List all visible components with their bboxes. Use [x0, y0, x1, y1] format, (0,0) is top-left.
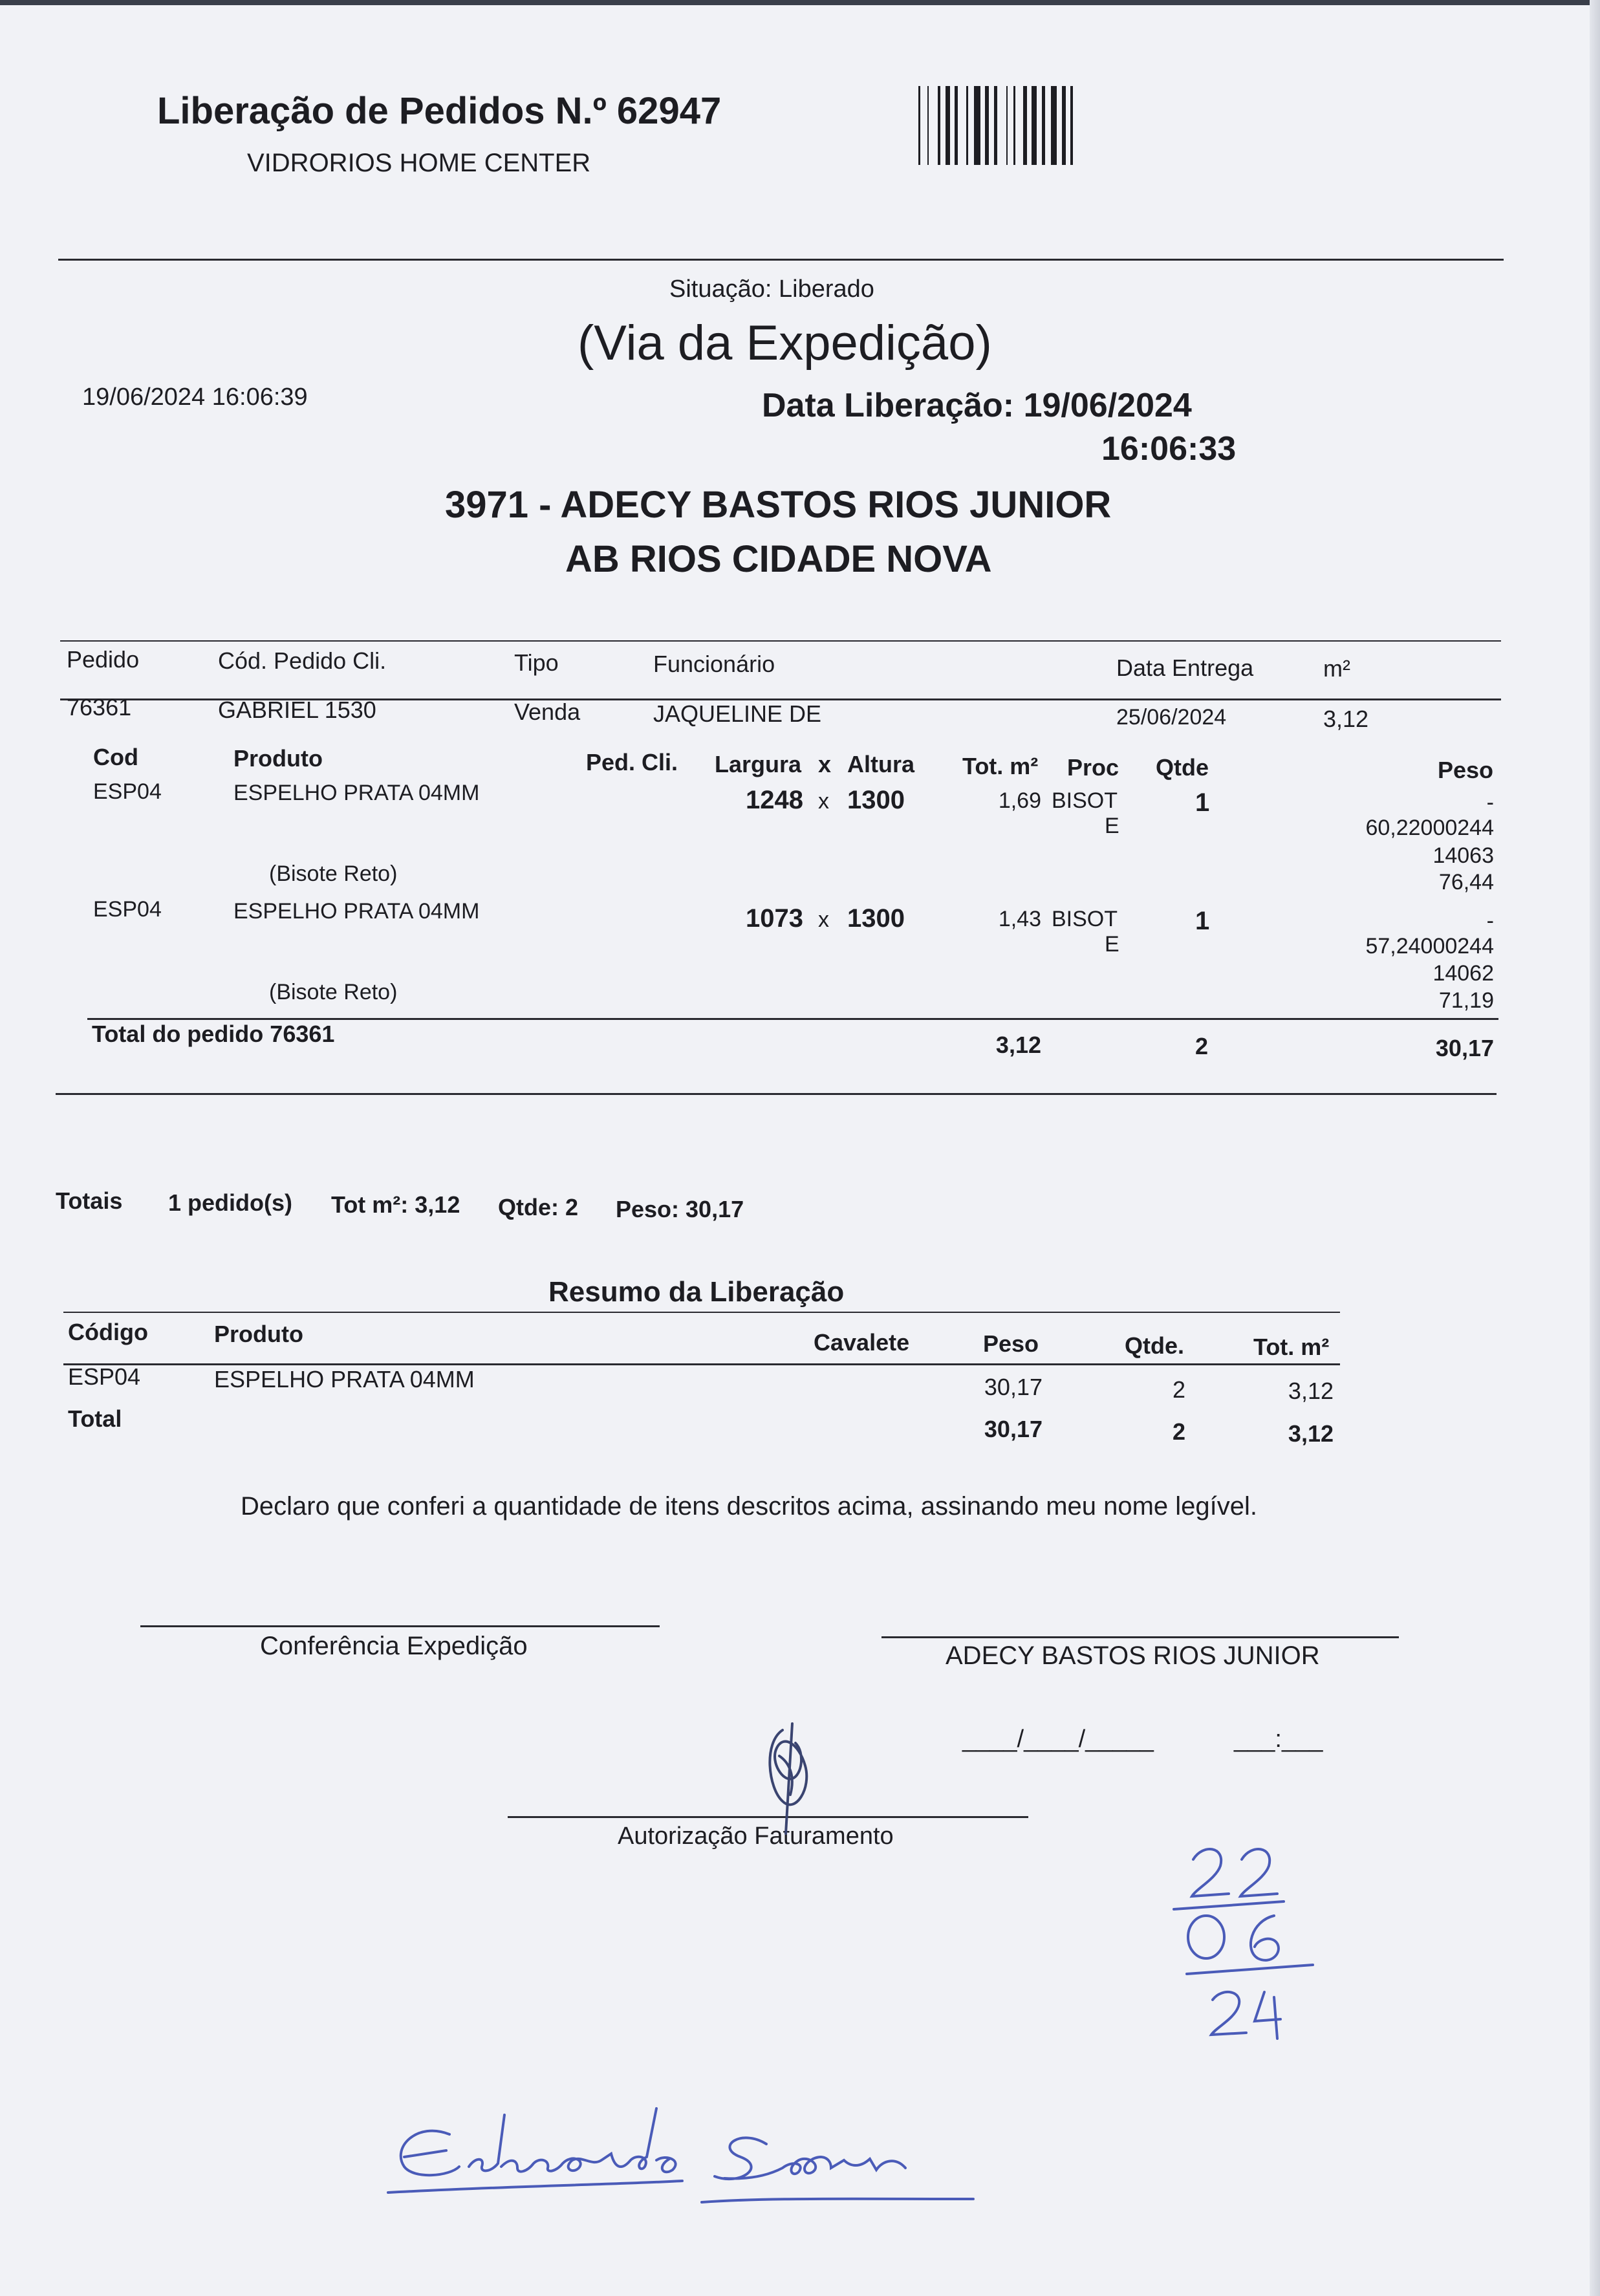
barcode-bar: [927, 86, 929, 165]
barcode: [918, 86, 1173, 165]
order-header-pedido: Pedido: [67, 646, 140, 673]
item-peso-1: 57,24000244: [1365, 934, 1494, 958]
item-x: x: [818, 907, 829, 932]
order-header-m2: m²: [1323, 655, 1350, 682]
document-title: Liberação de Pedidos N.º 62947: [157, 90, 722, 132]
summary-tot-m2: 3,12: [1288, 1378, 1334, 1404]
order-data-entrega: 25/06/2024: [1116, 705, 1227, 730]
summary-total-qtde: 2: [1173, 1418, 1186, 1445]
items-header-cod: Cod: [93, 744, 138, 770]
scan-top-edge: [0, 0, 1600, 5]
print-datetime: 19/06/2024 16:06:39: [82, 384, 308, 411]
item-peso-3: 71,19: [1438, 988, 1494, 1013]
order-tipo: Venda: [514, 699, 581, 725]
item-detail: (Bisote Reto): [269, 980, 398, 1004]
barcode-bar: [966, 86, 968, 165]
item-x: x: [818, 789, 829, 814]
summary-header-qtde: Qtde.: [1125, 1332, 1185, 1359]
items-header-ped-cli: Ped. Cli.: [586, 749, 678, 775]
items-total-tot-m2: 3,12: [995, 1032, 1041, 1058]
summary-header-produto: Produto: [214, 1321, 303, 1347]
totals-tot-m2: Tot m²: 3,12: [331, 1191, 460, 1218]
items-total-peso: 30,17: [1435, 1035, 1494, 1061]
item-tot-m2: 1,69: [998, 788, 1041, 813]
item-detail: (Bisote Reto): [269, 861, 398, 886]
order-m2: 3,12: [1323, 706, 1369, 732]
handwritten-date: [1167, 1837, 1323, 2050]
client-signature-line: [881, 1636, 1399, 1638]
items-header-qtde: Qtde: [1156, 754, 1209, 781]
items-header-largura: Largura: [715, 751, 802, 777]
barcode-bar: [1023, 86, 1027, 165]
release-date: Data Liberação: 19/06/2024: [762, 387, 1192, 424]
barcode-bar: [1051, 86, 1057, 165]
order-header-data-entrega: Data Entrega: [1116, 655, 1254, 681]
barcode-bar: [985, 86, 989, 165]
item-altura: 1300: [847, 904, 905, 933]
item-peso-2: 14063: [1432, 843, 1494, 868]
item-peso-2: 14062: [1432, 961, 1494, 986]
item-qtde: 1: [1195, 788, 1210, 817]
scan-right-edge: [1590, 0, 1600, 2296]
barcode-bar: [1062, 86, 1066, 165]
item-tot-m2: 1,43: [998, 907, 1041, 931]
item-proc-cont: E: [1105, 932, 1119, 957]
summary-header-line: [63, 1363, 1340, 1365]
copy-type: (Via da Expedição): [578, 316, 992, 371]
release-time: 16:06:33: [1101, 430, 1237, 468]
items-total-line: [87, 1018, 1498, 1020]
barcode-bar: [1006, 86, 1008, 165]
item-largura: 1248: [746, 786, 803, 814]
client-name: 3971 - ADECY BASTOS RIOS JUNIOR: [445, 484, 1112, 526]
summary-top-line: [63, 1312, 1340, 1313]
barcode-bar: [938, 86, 940, 165]
order-header-cod-pedido-cli: Cód. Pedido Cli.: [218, 647, 387, 674]
item-proc: BISOT: [1052, 788, 1118, 813]
barcode-bar: [974, 86, 980, 165]
order-pedido: 76361: [67, 694, 132, 720]
items-header-proc: Proc: [1067, 754, 1119, 781]
conferencia-label: Conferência Expedição: [260, 1632, 528, 1660]
item-proc: BISOT: [1052, 907, 1118, 931]
items-header-tot-m2: Tot. m²: [962, 753, 1039, 779]
order-header-tipo: Tipo: [514, 649, 559, 676]
item-peso-dash: -: [1486, 790, 1494, 815]
item-produto: ESPELHO PRATA 04MM: [233, 781, 480, 805]
items-header-peso: Peso: [1438, 757, 1494, 783]
summary-title: Resumo da Liberação: [548, 1276, 845, 1308]
order-cod-pedido-cli: GABRIEL 1530: [218, 697, 376, 723]
status-label: Situação: Liberado: [669, 276, 874, 303]
summary-header-cavalete: Cavalete: [814, 1329, 910, 1356]
item-peso-dash: -: [1486, 909, 1494, 933]
summary-produto: ESPELHO PRATA 04MM: [214, 1366, 475, 1392]
summary-total-label: Total: [68, 1405, 122, 1432]
item-qtde: 1: [1195, 907, 1210, 935]
autorizacao-label: Autorização Faturamento: [618, 1823, 894, 1850]
time-blank: ___:___: [1234, 1726, 1323, 1753]
barcode-bar: [1070, 86, 1073, 165]
totals-pedidos: 1 pedido(s): [168, 1189, 293, 1216]
summary-codigo: ESP04: [68, 1363, 141, 1390]
barcode-bar: [918, 86, 920, 165]
client-store: AB RIOS CIDADE NOVA: [565, 538, 992, 580]
barcode-bar: [955, 86, 958, 165]
totals-label: Totais: [56, 1187, 123, 1214]
summary-header-codigo: Código: [68, 1319, 148, 1345]
item-cod: ESP04: [93, 779, 162, 804]
client-signature-name: ADECY BASTOS RIOS JUNIOR: [946, 1641, 1320, 1670]
items-total-label: Total do pedido 76361: [92, 1021, 335, 1047]
totals-qtde: Qtde: 2: [498, 1194, 579, 1220]
conferencia-signature-line: [140, 1625, 660, 1627]
items-total-qtde: 2: [1195, 1033, 1209, 1059]
summary-total-peso: 30,17: [984, 1416, 1043, 1442]
summary-total-tot-m2: 3,12: [1288, 1420, 1334, 1447]
barcode-bar: [946, 86, 950, 165]
order-block-divider: [56, 1093, 1497, 1095]
initials-scribble: [757, 1717, 821, 1840]
summary-header-tot-m2: Tot. m²: [1253, 1334, 1330, 1360]
item-cod: ESP04: [93, 897, 162, 922]
declaration-text: Declaro que conferi a quantidade de itens descritos acima, assinando meu nome legível.: [241, 1492, 1258, 1521]
item-altura: 1300: [847, 786, 905, 814]
item-produto: ESPELHO PRATA 04MM: [233, 899, 480, 924]
item-proc-cont: E: [1105, 814, 1119, 838]
item-peso-1: 60,22000244: [1365, 816, 1494, 840]
summary-qtde: 2: [1173, 1376, 1186, 1403]
barcode-bar: [994, 86, 997, 165]
summary-peso: 30,17: [984, 1374, 1043, 1400]
barcode-bar: [1032, 86, 1037, 165]
items-header-altura: Altura: [847, 751, 915, 777]
items-header-x: x: [818, 751, 832, 777]
totals-peso: Peso: 30,17: [616, 1196, 744, 1222]
barcode-bar: [1013, 86, 1015, 165]
handwritten-signature: [378, 2096, 986, 2225]
item-peso-3: 76,44: [1438, 870, 1494, 894]
date-blank: ____/____/_____: [962, 1726, 1154, 1753]
items-header-produto: Produto: [233, 745, 323, 772]
barcode-bar: [1042, 86, 1045, 165]
order-header-funcionario: Funcionário: [653, 651, 775, 677]
company-name: VIDRORIOS HOME CENTER: [247, 149, 591, 177]
header-divider: [58, 259, 1504, 261]
item-largura: 1073: [746, 904, 803, 933]
summary-header-peso: Peso: [983, 1330, 1039, 1357]
order-table-top-line: [60, 640, 1501, 642]
order-funcionario: JAQUELINE DE: [653, 700, 822, 727]
